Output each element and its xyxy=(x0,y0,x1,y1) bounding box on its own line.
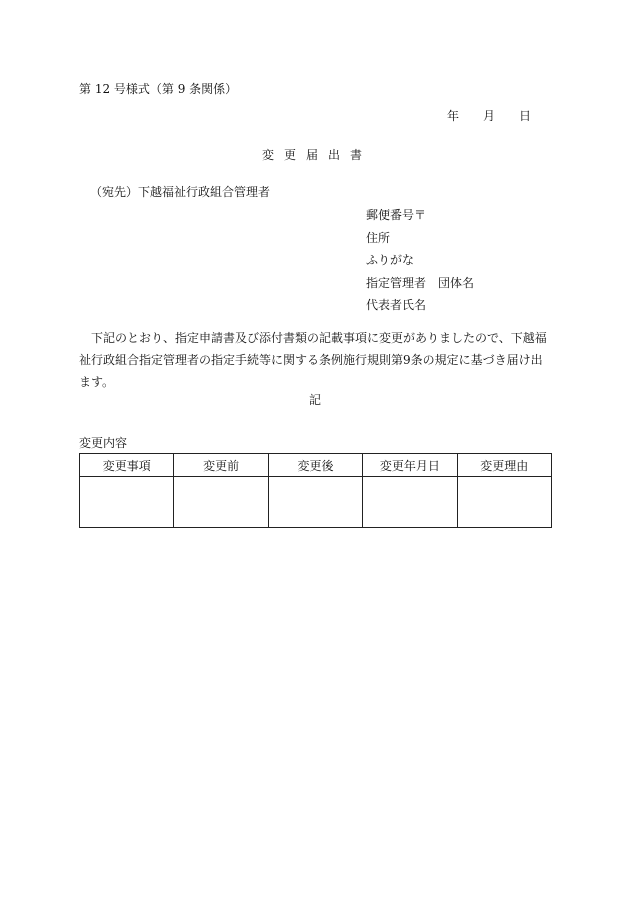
changes-section-label: 変更内容 xyxy=(79,436,128,450)
cell-after[interactable] xyxy=(268,477,362,528)
applicant-block xyxy=(366,204,474,317)
header-before: 変更前 xyxy=(174,454,268,477)
ki-heading: 記 xyxy=(309,393,322,407)
changes-table xyxy=(79,453,552,528)
addressee: （宛先）下越福祉行政組合管理者 xyxy=(90,185,271,199)
furigana-label: ふりがな xyxy=(366,253,415,267)
date-year-label: 年 xyxy=(447,109,460,123)
body-paragraph: 下記のとおり、指定申請書及び添付書類の記載事項に変更がありましたので、下越福祉行政組合指定管理者の指定手続等に関する条例施行規則第9条の規定に基づき届け出ます。 xyxy=(79,331,547,389)
address-label: 住所 xyxy=(366,230,391,245)
header-change-item: 変更事項 xyxy=(80,454,174,477)
cell-reason[interactable] xyxy=(457,477,551,528)
header-reason: 変更理由 xyxy=(457,454,551,477)
postal-code-label: 郵便番号〒 xyxy=(366,208,427,222)
changes-table-header-row xyxy=(80,454,552,477)
document-title: 変更届出書 xyxy=(262,148,373,162)
cell-change-item[interactable] xyxy=(80,477,174,528)
date-line xyxy=(447,107,531,124)
header-after: 変更後 xyxy=(268,454,362,477)
header-change-date: 変更年月日 xyxy=(363,454,457,477)
changes-table-row xyxy=(80,477,552,528)
form-number-label: 第 12 号様式（第 9 条関係） xyxy=(79,82,238,96)
cell-change-date[interactable] xyxy=(363,477,457,528)
group-name-label: 指定管理者 団体名 xyxy=(366,275,475,290)
date-month-label: 月 xyxy=(483,109,496,123)
representative-label: 代表者氏名 xyxy=(366,298,427,312)
date-day-label: 日 xyxy=(519,109,532,123)
cell-before[interactable] xyxy=(174,477,268,528)
